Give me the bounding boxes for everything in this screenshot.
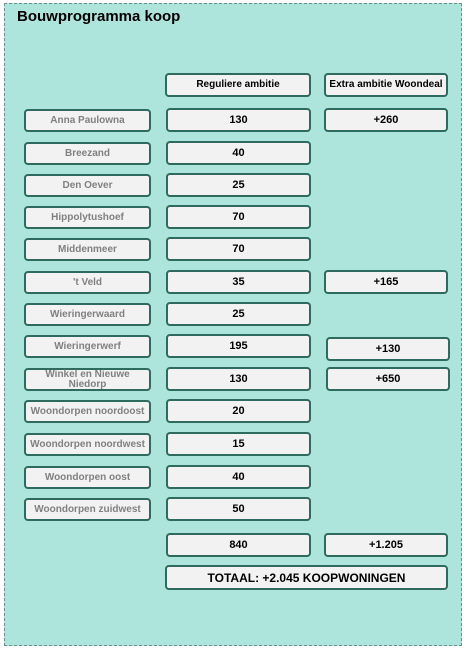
regular-value-middenmeer: 70: [166, 237, 311, 261]
total-koopwoningen: TOTAAL: +2.045 KOOPWONINGEN: [165, 565, 448, 590]
regular-value-woondorpen-noordoost: 20: [166, 399, 311, 423]
regular-value-t-veld: 35: [166, 270, 311, 294]
regular-value-hippolytushoef: 70: [166, 205, 311, 229]
header-extra-ambitie-woondeal: Extra ambitie Woondeal: [324, 73, 448, 97]
place-winkel-en-nieuwe-niedorp: Winkel en Nieuwe Niedorp: [24, 368, 151, 391]
extra-value-winkel-en-nieuwe-niedorp: +650: [326, 367, 450, 391]
place-hippolytushoef: Hippolytushoef: [24, 206, 151, 229]
regular-value-den-oever: 25: [166, 173, 311, 197]
regular-value-woondorpen-zuidwest: 50: [166, 497, 311, 521]
place-breezand: Breezand: [24, 142, 151, 165]
regular-value-wieringerwaard: 25: [166, 302, 311, 326]
regular-value-anna-paulowna: 130: [166, 108, 311, 132]
regular-value-breezand: 40: [166, 141, 311, 165]
extra-value-wieringerwerf: +130: [326, 337, 450, 361]
place-middenmeer: Middenmeer: [24, 238, 151, 261]
regular-value-woondorpen-oost: 40: [166, 465, 311, 489]
place-woondorpen-noordwest: Woondorpen noordwest: [24, 433, 151, 456]
place-woondorpen-zuidwest: Woondorpen zuidwest: [24, 498, 151, 521]
place-t-veld: 't Veld: [24, 271, 151, 294]
page-title: Bouwprogramma koop: [17, 8, 181, 25]
place-woondorpen-noordoost: Woondorpen noordoost: [24, 400, 151, 423]
place-woondorpen-oost: Woondorpen oost: [24, 466, 151, 489]
place-anna-paulowna: Anna Paulowna: [24, 109, 151, 132]
extra-value-t-veld: +165: [324, 270, 448, 294]
place-wieringerwaard: Wieringerwaard: [24, 303, 151, 326]
extra-value-anna-paulowna: +260: [324, 108, 448, 132]
regular-value-winkel-en-nieuwe-niedorp: 130: [166, 367, 311, 391]
extra-sum: +1.205: [324, 533, 448, 557]
regular-sum: 840: [166, 533, 311, 557]
regular-value-woondorpen-noordwest: 15: [166, 432, 311, 456]
place-wieringerwerf: Wieringerwerf: [24, 335, 151, 358]
regular-value-wieringerwerf: 195: [166, 334, 311, 358]
header-regular-ambitie: Reguliere ambitie: [165, 73, 311, 97]
place-den-oever: Den Oever: [24, 174, 151, 197]
